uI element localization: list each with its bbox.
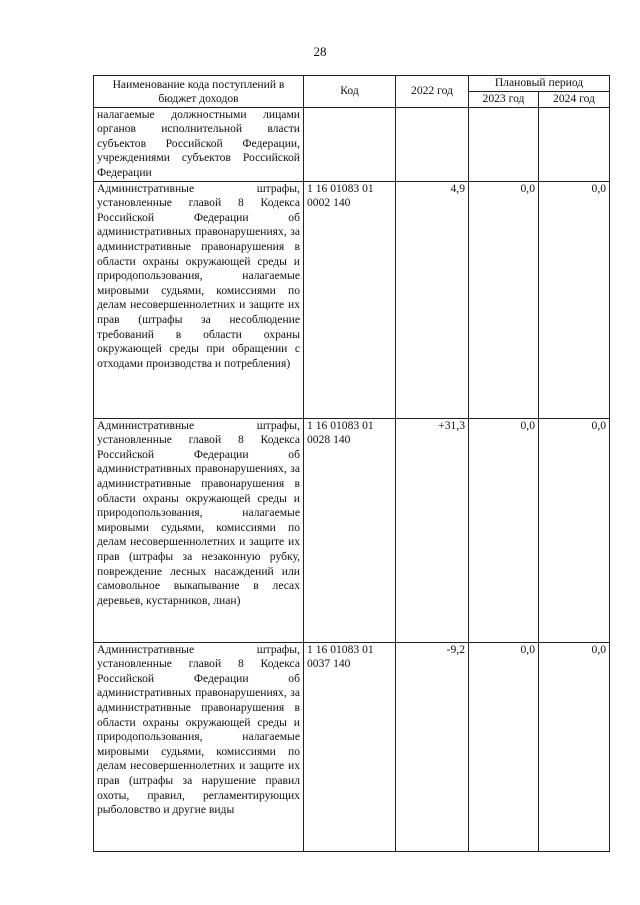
header-2023: 2023 год [469,92,539,108]
row-2022: 4,9 [396,181,469,418]
budget-revenue-table [93,75,610,852]
row-2022 [396,107,469,181]
table-row [94,642,610,851]
row-name: Административные штрафы, установленные главой 8 Кодекса Российской Федерации об административных правонарушениях, за административные правонарушения в области охраны окружающей среды и природопользования, налагаемые мировыми судьями, комиссиями по делам несовершеннолетних и защите их прав (штрафы за несоблюдение требований в области охраны окружающей среды при обращении с отходами производства и потребления) [94,181,304,418]
row-code [304,107,396,181]
row-2023: 0,0 [469,181,539,418]
row-2024 [539,107,610,181]
header-name: Наименование кода поступлений в бюджет доходов [94,76,304,108]
row-name: налагаемые должностными лицами органов исполнительной власти субъектов Российской Федерации, учреждениями субъектов Российской Федерации [94,107,304,181]
row-2023 [469,107,539,181]
row-2023: 0,0 [469,418,539,642]
row-name: Административные штрафы, установленные главой 8 Кодекса Российской Федерации об административных правонарушениях, за административные правонарушения в области охраны окружающей среды и природопользования, налагаемые мировыми судьями, комиссиями по делам несовершеннолетних и защите их прав (штрафы за незаконную рубку, повреждение лесных насаждений или самовольное выкапывание в лесах деревьев, кустарников, лиан) [94,418,304,642]
table-row [94,107,610,181]
header-code: Код [304,76,396,108]
row-2024: 0,0 [539,642,610,851]
header-2022: 2022 год [396,76,469,108]
row-code: 1 16 01083 01 0037 140 [304,642,396,851]
row-2023: 0,0 [469,642,539,851]
row-2024: 0,0 [539,418,610,642]
table-row [94,418,610,642]
row-2022: +31,3 [396,418,469,642]
header-planned-period: Плановый период [469,76,610,92]
table-row [94,181,610,418]
row-code: 1 16 01083 01 0028 140 [304,418,396,642]
row-name: Административные штрафы, установленные главой 8 Кодекса Российской Федерации об административных правонарушениях, за административные правонарушения в области охраны окружающей среды и природопользования, налагаемые мировыми судьями, комиссиями по делам несовершеннолетних и защите их прав (штрафы за нарушение правил охоты, правил, регламентирующих рыболовство и другие виды [94,642,304,851]
row-2022: -9,2 [396,642,469,851]
header-2024: 2024 год [539,92,610,108]
row-code: 1 16 01083 01 0002 140 [304,181,396,418]
page-number: 28 [313,44,327,59]
row-2024: 0,0 [539,181,610,418]
